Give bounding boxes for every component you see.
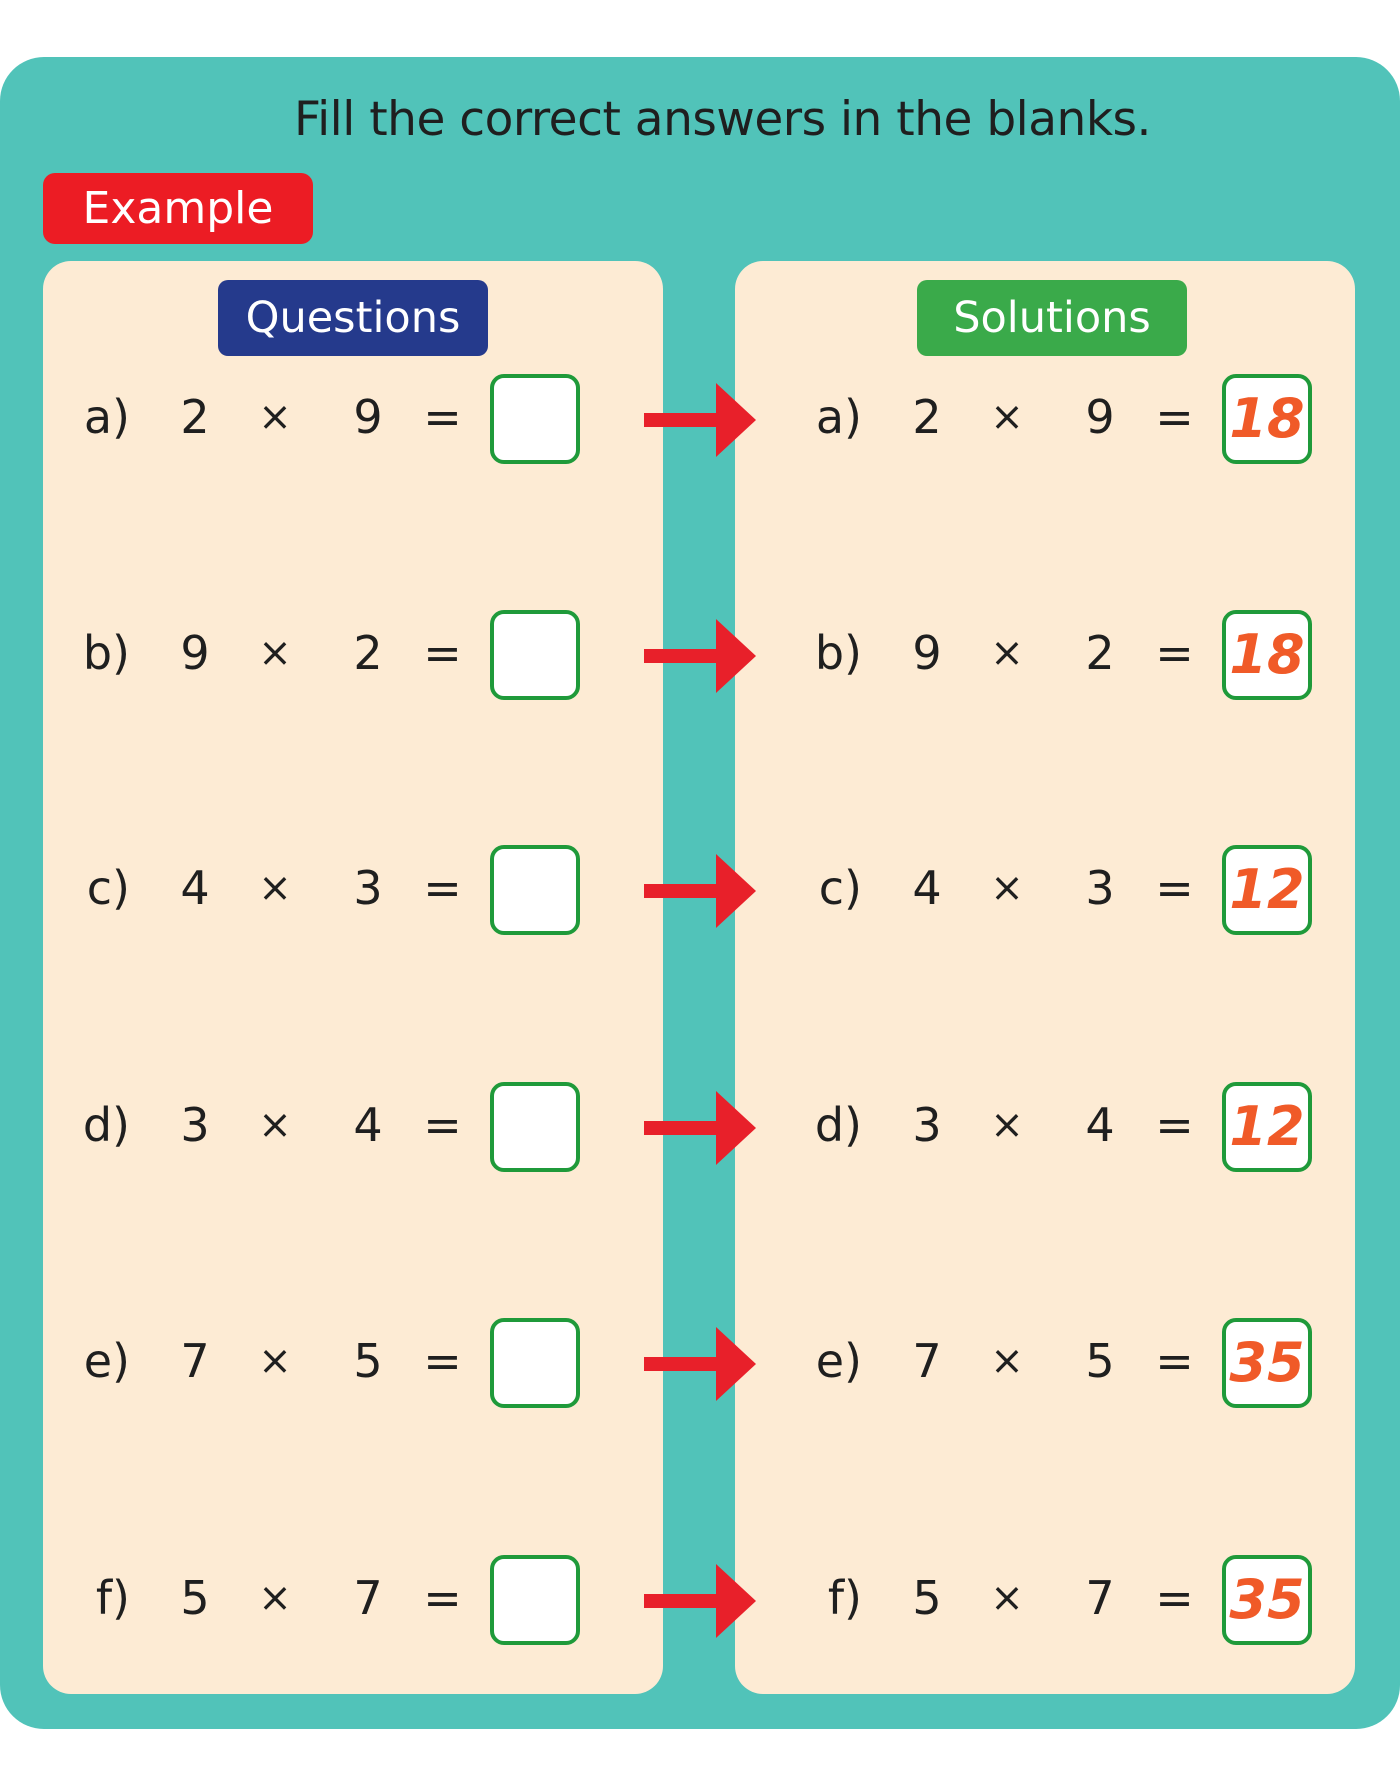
operand-a: 5 [180,1571,210,1625]
solution-equation-row [772,1316,1332,1406]
equals-sign: = [1155,861,1194,915]
multiply-sign: × [990,865,1024,911]
questions-panel [43,261,663,1694]
equation-label: d) [82,1098,130,1152]
arrow-right-icon [640,1324,760,1404]
question-equation-row [40,372,600,462]
answer-blank-box[interactable] [490,374,580,464]
equation-label: a) [815,390,862,444]
answer-value: 12 [1229,1095,1305,1158]
answer-box [1222,1082,1312,1172]
operand-b: 3 [353,861,383,915]
equals-sign: = [1155,1571,1194,1625]
operand-a: 9 [912,626,942,680]
operand-b: 2 [1085,626,1115,680]
operand-b: 4 [353,1098,383,1152]
operand-a: 5 [912,1571,942,1625]
equals-sign: = [1155,390,1194,444]
equals-sign: = [1155,626,1194,680]
equation-label: a) [83,390,130,444]
question-equation-row [40,1553,600,1643]
solution-equation-row [772,372,1332,462]
equation-label: e) [83,1334,130,1388]
equation-label: b) [814,626,862,680]
arrow-right-icon [640,1561,760,1641]
operand-a: 3 [180,1098,210,1152]
equals-sign: = [423,626,462,680]
multiply-sign: × [258,1102,292,1148]
multiply-sign: × [258,1338,292,1384]
arrow-right-icon [640,1088,760,1168]
multiply-sign: × [990,1338,1024,1384]
operand-a: 7 [912,1334,942,1388]
question-equation-row [40,843,600,933]
answer-box [1222,610,1312,700]
equation-label: f) [95,1571,130,1625]
multiply-sign: × [258,1575,292,1621]
answer-blank-box[interactable] [490,1318,580,1408]
question-equation-row [40,608,600,698]
example-tag: Example [43,173,313,244]
equals-sign: = [1155,1334,1194,1388]
question-equation-row [40,1316,600,1406]
equals-sign: = [423,1571,462,1625]
equation-label: b) [82,626,130,680]
solutions-panel [735,261,1355,1694]
operand-b: 2 [353,626,383,680]
equals-sign: = [423,390,462,444]
equation-label: e) [815,1334,862,1388]
answer-blank-box[interactable] [490,610,580,700]
equals-sign: = [423,861,462,915]
answer-box [1222,374,1312,464]
operand-a: 7 [180,1334,210,1388]
operand-b: 9 [353,390,383,444]
question-equation-row [40,1080,600,1170]
solution-equation-row [772,608,1332,698]
arrow-right-icon [640,380,760,460]
equals-sign: = [423,1098,462,1152]
operand-b: 5 [1085,1334,1115,1388]
multiply-sign: × [990,394,1024,440]
arrow-right-icon [640,851,760,931]
equals-sign: = [423,1334,462,1388]
solutions-tag: Solutions [917,280,1187,356]
multiply-sign: × [258,394,292,440]
equation-label: c) [86,861,130,915]
answer-value: 18 [1229,387,1305,450]
instruction-title: Fill the correct answers in the blanks. [294,92,1151,147]
operand-a: 3 [912,1098,942,1152]
operand-a: 2 [912,390,942,444]
operand-b: 5 [353,1334,383,1388]
answer-value: 35 [1229,1568,1305,1631]
arrow-right-icon [640,616,760,696]
answer-box [1222,1555,1312,1645]
operand-a: 4 [180,861,210,915]
equation-label: c) [818,861,862,915]
solution-equation-row [772,1553,1332,1643]
operand-a: 4 [912,861,942,915]
answer-value: 18 [1229,623,1305,686]
operand-a: 2 [180,390,210,444]
equals-sign: = [1155,1098,1194,1152]
answer-box [1222,845,1312,935]
answer-value: 12 [1229,858,1305,921]
operand-a: 9 [180,626,210,680]
multiply-sign: × [990,1575,1024,1621]
answer-blank-box[interactable] [490,1082,580,1172]
answer-blank-box[interactable] [490,845,580,935]
operand-b: 7 [353,1571,383,1625]
operand-b: 4 [1085,1098,1115,1152]
questions-tag: Questions [218,280,488,356]
solution-equation-row [772,843,1332,933]
answer-value: 35 [1229,1331,1305,1394]
multiply-sign: × [258,865,292,911]
multiply-sign: × [990,630,1024,676]
answer-box [1222,1318,1312,1408]
multiply-sign: × [990,1102,1024,1148]
answer-blank-box[interactable] [490,1555,580,1645]
equation-label: d) [814,1098,862,1152]
multiply-sign: × [258,630,292,676]
operand-b: 7 [1085,1571,1115,1625]
solution-equation-row [772,1080,1332,1170]
operand-b: 9 [1085,390,1115,444]
equation-label: f) [827,1571,862,1625]
operand-b: 3 [1085,861,1115,915]
